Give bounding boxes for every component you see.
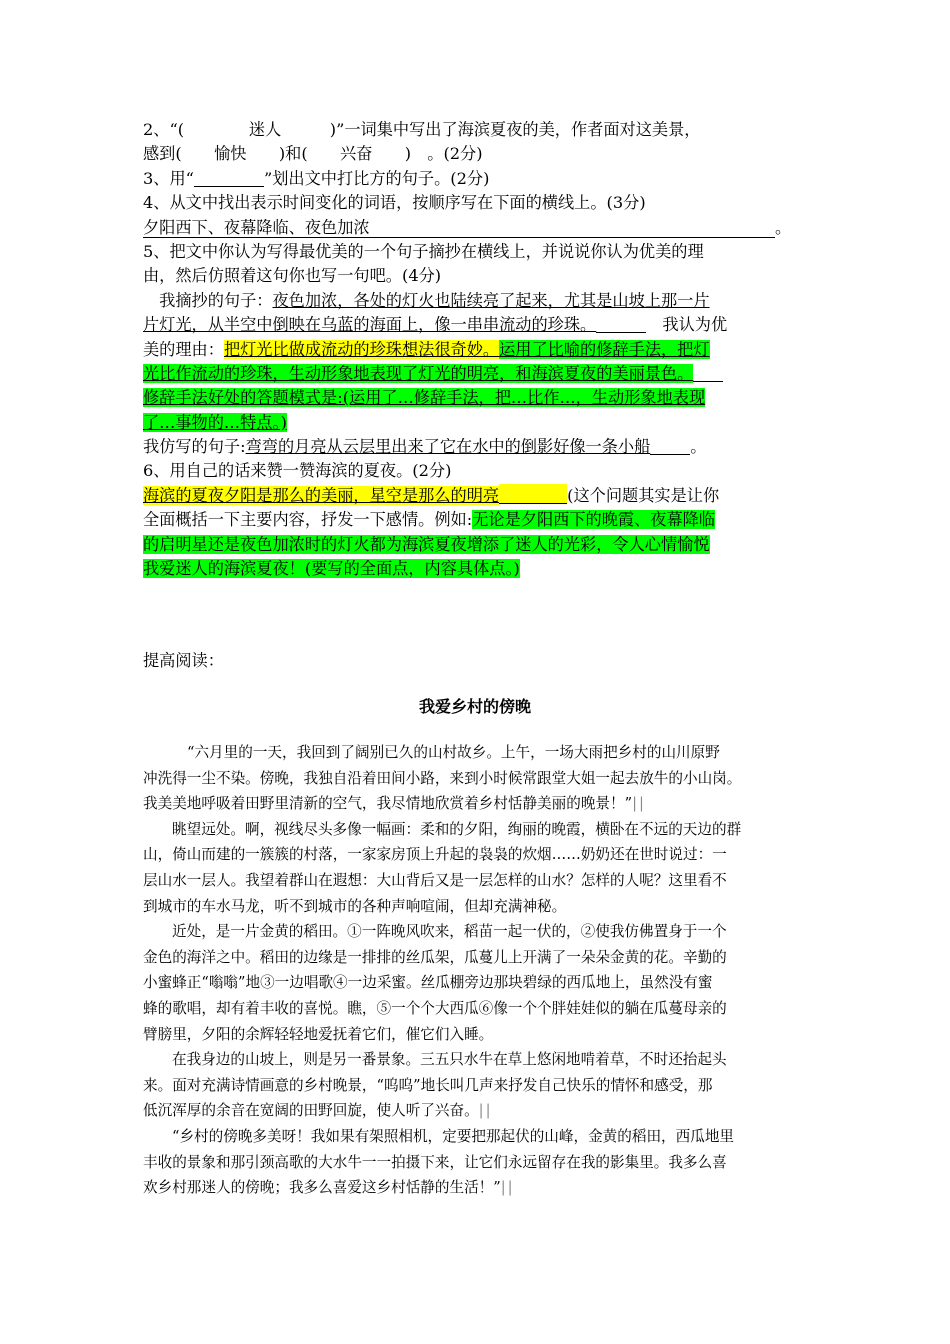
question-6-answer: 海滨的夏夜夕阳是那么的美丽，星空是那么的明亮: [143, 485, 500, 505]
essay-body: [143, 740, 811, 1201]
essay-title: 我爱乡村的傍晚: [418, 697, 531, 716]
imitation-label: 我仿写的句子:: [143, 437, 246, 457]
question-6-text: 6、用自己的话来赞一赞海滨的夏夜。(2分): [143, 461, 452, 481]
paragraph-line: 层山水一层人。我望着群山在遐想：大山背后又是一层怎样的山水？怎样的人呢？这里看不: [143, 871, 727, 889]
question-5-line-1: [143, 240, 813, 264]
question-2-text: 2、“( 迷人 )”一词集中写出了海滨夏夜的美，作者面对这美景，: [143, 120, 701, 139]
blank-line: [650, 436, 690, 455]
excerpt-sentence-1: 夜色加浓，各处的灯火也陆续亮了起来，尤其是山坡上那一片: [272, 290, 710, 310]
question-6-line: [143, 459, 813, 483]
reason-answer-green-2: 光比作流动的珍珠，生动形象地表现了灯光的明亮，和海滨夏夜的美丽景色。: [143, 363, 694, 383]
question-3-text-b: ”划出文中打比方的句子。(2分): [263, 168, 490, 188]
question-6-note: (这个问题其实是让你: [567, 485, 720, 505]
question-6-note-line: [143, 508, 813, 532]
question-4-answer-line: [143, 216, 813, 240]
question-4-line: [143, 191, 813, 215]
paragraph-line: [143, 1098, 811, 1124]
paragraph-text: 我美美地呼吸着田野里清新的空气，我尽情地欣赏着乡村恬静美丽的晚景！”: [143, 795, 633, 813]
reason-answer-green: 运用了比喻的修辞手法，把灯: [499, 339, 710, 359]
reason-answer-yellow: 把灯光比做成流动的珍珠想法很奇妙。: [223, 339, 500, 359]
paragraph-mark: ||: [632, 795, 646, 813]
paragraph-mark: ||: [500, 1179, 515, 1197]
paragraph-line: “乡村的傍晚多美呀！我如果有架照相机，定要把那起伏的山峰，金黄的稻田，西瓜地里: [172, 1127, 735, 1145]
reason-label-a: 我认为优: [646, 315, 728, 335]
paragraph-line: “六月里的一天，我回到了阔别已久的山村故乡。上午，一场大雨把乡村的山川原野: [187, 744, 720, 761]
question-3-line: [143, 167, 813, 191]
question-5-text: 5、把文中你认为写得最优美的一个句子摘抄在横线上，并说说你认为优美的理: [143, 241, 704, 261]
question-5-text-2: 由，然后仿照着这句你也写一句吧。(4分): [143, 266, 442, 286]
excerpt-line-1: [143, 289, 813, 313]
blank-line: [596, 314, 646, 333]
underline-sample: [194, 168, 264, 187]
template-line-1: [143, 386, 813, 410]
answer-blank: [499, 484, 567, 504]
paragraph-line: 金色的海洋之中。稻田的边缘是一排排的丝瓜架，瓜蔓儿上开满了一朵朵金黄的花。辛勤的: [143, 948, 727, 966]
excerpt-label: 我摘抄的句子：: [143, 290, 273, 310]
paragraph-line: 丰收的景象和那引颈高歌的大水牛一一拍摄下来，让它们永远留存在我的影集里。我多么喜: [143, 1153, 727, 1171]
paragraph-text: 欢乡村那迷人的傍晚；我多么喜爱这乡村恬静的生活！”: [143, 1179, 501, 1197]
example-line-2: [143, 533, 813, 557]
example-answer-1: 无论是夕阳西下的晚霞、夜幕降临: [472, 510, 716, 530]
question-3-text-a: 3、用“: [143, 168, 194, 188]
question-6-answer-line: [143, 484, 813, 508]
question-5-line-2: [143, 264, 813, 288]
question-6-note-2: 全面概括一下主要内容，抒发一下感情。例如:: [143, 510, 473, 530]
excerpt-line-2: [143, 313, 813, 337]
example-line-3: [143, 557, 813, 581]
example-answer-3: 我爱迷人的海滨夏夜！(要写的全面点，内容具体点。): [143, 559, 520, 579]
reason-line-1: [143, 338, 813, 362]
answer-template: 修辞手法好处的答题模式是:(运用了…修辞手法，把…比作…，生动形象地表现: [143, 388, 706, 408]
paragraph-line: 到城市的车水马龙，听不到城市的各种声响喧闹，但却充满神秘。: [143, 897, 567, 915]
paragraph-line: 冲洗得一尘不染。傍晚，我独自沿着田间小路，来到小时候常跟堂大姐一起去放牛的小山岗。: [143, 769, 742, 787]
paragraph-mark: ||: [478, 1102, 493, 1120]
excerpt-sentence-2: 片灯光，从半空中倒映在乌蓝的海面上，像一串串流动的珍珠。: [143, 315, 597, 335]
example-answer-2: 的启明星还是夜色加浓时的灯火都为海滨夏夜增添了迷人的光彩，令人心情愉悦: [143, 534, 710, 554]
paragraph-line: 近处，是一片金黄的稻田。①一阵晚风吹来，稻苗一起一伏的，②使我仿佛置身于一个: [172, 923, 727, 941]
section-heading: 提高阅读：: [143, 651, 224, 670]
paragraph-line: 来。面对充满诗情画意的乡村晚景，“呜呜”地长叫几声来抒发自己快乐的情怀和感受，那: [143, 1076, 713, 1094]
paragraph-line: 臂膀里，夕阳的余辉轻轻地爱抚着它们，催它们入睡。: [143, 1025, 494, 1043]
paragraph-line: 眺望远处。啊，视线尽头多像一幅画：柔和的夕阳，绚丽的晚霞，横卧在不远的天边的群: [172, 820, 742, 838]
question-4-text: 4、从文中找出表示时间变化的词语，按顺序写在下面的横线上。(3分): [143, 193, 646, 213]
paragraph-line: 在我身边的山坡上，则是另一番景象。三五只水牛在草上悠闲地啃着草，不时还抬起头: [172, 1051, 727, 1069]
imitation-end: 。: [690, 437, 707, 457]
answer-template-2: 了…事物的…特点。): [143, 412, 287, 432]
questions-block: [143, 118, 813, 581]
paragraph-line: 蜂的歌唱，却有着丰收的喜悦。瞧，⑤一个个大西瓜⑥像一个个胖娃娃似的躺在瓜蔓母亲的: [143, 999, 727, 1017]
reason-label-b: 美的理由：: [143, 339, 224, 359]
paragraph-line: 山，倚山而建的一簇簇的村落，一家家房顶上升起的袅袅的炊烟……奶奶还在世时说过：一: [143, 846, 727, 864]
template-line-2: [143, 411, 813, 435]
question-2-line-1: [143, 118, 813, 142]
reason-line-2: [143, 362, 813, 386]
paragraph-text: 低沉浑厚的余音在宽阔的田野回旋，使人听了兴奋。: [143, 1102, 479, 1120]
question-2-line-2: [143, 142, 813, 166]
question-4-answer: 夕阳西下、夜幕降临、夜色加浓: [143, 216, 775, 238]
imitation-line: [143, 435, 813, 459]
paragraph-line: [143, 1175, 811, 1201]
question-4-end: 。: [775, 217, 792, 237]
paragraph-line: [143, 791, 811, 817]
imitation-sentence: 弯弯的月亮从云层里出来了它在水中的倒影好像一条小船: [245, 437, 651, 457]
question-2-answer: 感到( 愉快 )和( 兴奋 ) 。(2分): [143, 144, 483, 164]
paragraph-line: 小蜜蜂正“嗡嗡”地③一边唱歌④一边采蜜。丝瓜棚旁边那块碧绿的西瓜地上，虽然没有蜜: [143, 974, 713, 992]
blank-line: [693, 363, 723, 382]
